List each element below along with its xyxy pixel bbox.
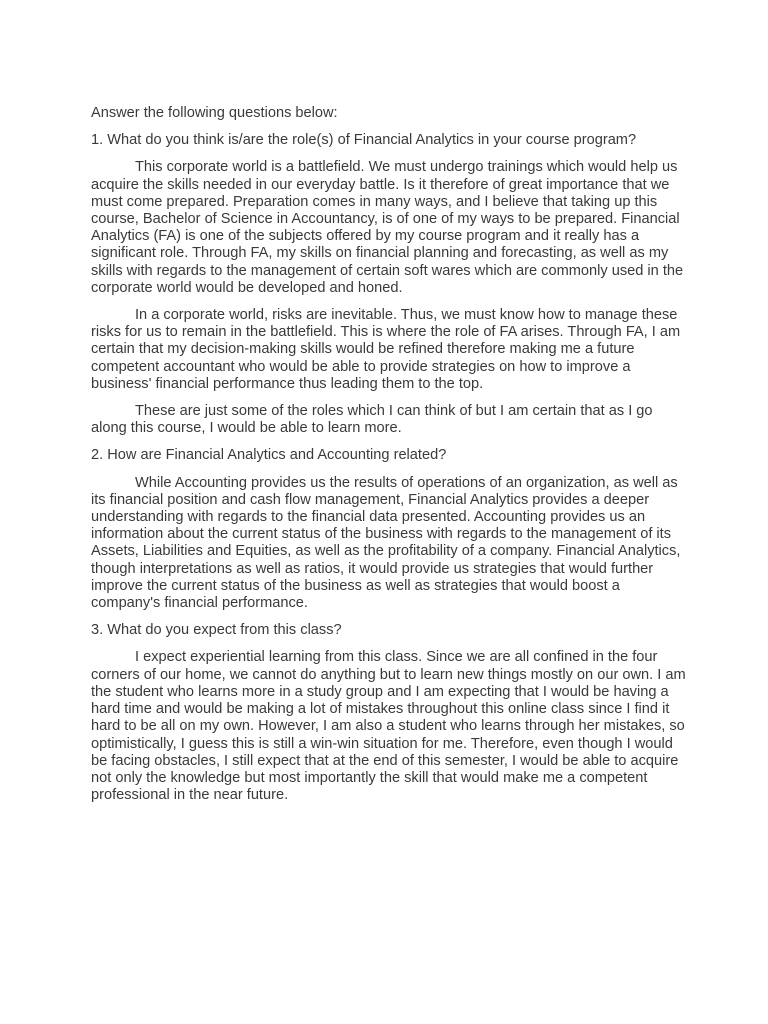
question-1: 1. What do you think is/are the role(s) of Financial Analytics in your course program? xyxy=(91,132,637,149)
instruction-text: Answer the following questions below: xyxy=(91,105,338,121)
document-page xyxy=(91,105,687,814)
answer-1-paragraph-3: These are just some of the roles which I can think of but I am certain that as I go along this course, I would be able to learn more. xyxy=(91,403,653,437)
question-2: 2. How are Financial Analytics and Accounting related? xyxy=(91,447,447,464)
answer-1-paragraph-1: This corporate world is a battlefield. We must undergo trainings which would help us acquire the skills needed in our everyday battle. Is it therefore of great importance that we must come prepared. Preparation comes in many ways, and I believe that taking up this course, Bachelor of Science in Accountancy, is of one of my ways to be prepared. Financial Analytics (FA) is one of the subjects offered by my course program and it really has a significant role. Through FA, my skills on financial planning and forecasting, as well as my skills with regards to the management of certain soft wares which are commonly used in the corporate world would be developed and honed. xyxy=(91,159,684,296)
answer-1-paragraph-2: In a corporate world, risks are inevitable. Thus, we must know how to manage these risks for us to remain in the battlefield. This is where the role of FA arises. Through FA, I am certain that my decision-making skills would be refined therefore making me a future competent accountant who would be able to provide strategies on how to improve a business' financial performance thus leading them to the top. xyxy=(91,307,681,392)
answer-2-paragraph-1: While Accounting provides us the results of operations of an organization, as well as its financial position and cash flow management, Financial Analytics provides a deeper understanding with regards to the financial data presented. Accounting provides us an information about the current status of the business with regards to the management of its Assets, Liabilities and Equities, as well as the profitability of a company. Financial Analytics, though interpretations as well as ratios, it would provide us strategies that would further improve the current status of the business as well as strategies that would boost a company's financial performance. xyxy=(91,474,681,612)
answer-3-paragraph-1: I expect experiential learning from this class. Since we are all confined in the four corners of our home, we cannot do anything but to learn new things mostly on our own. I am the student who learns more in a study group and I am expecting that I would be having a hard time and would be making a lot of mistakes throughout this online class since I find it hard to be all on my own. However, I am also a student who learns through her mistakes, so optimistically, I guess this is still a win-win situation for me. Therefore, even though I would be facing obstacles, I still expect that at the end of this semester, I would be able to acquire not only the knowledge but most importantly the skill that would make me a competent professional in the near future. xyxy=(91,649,686,804)
question-3: 3. What do you expect from this class? xyxy=(91,622,342,639)
